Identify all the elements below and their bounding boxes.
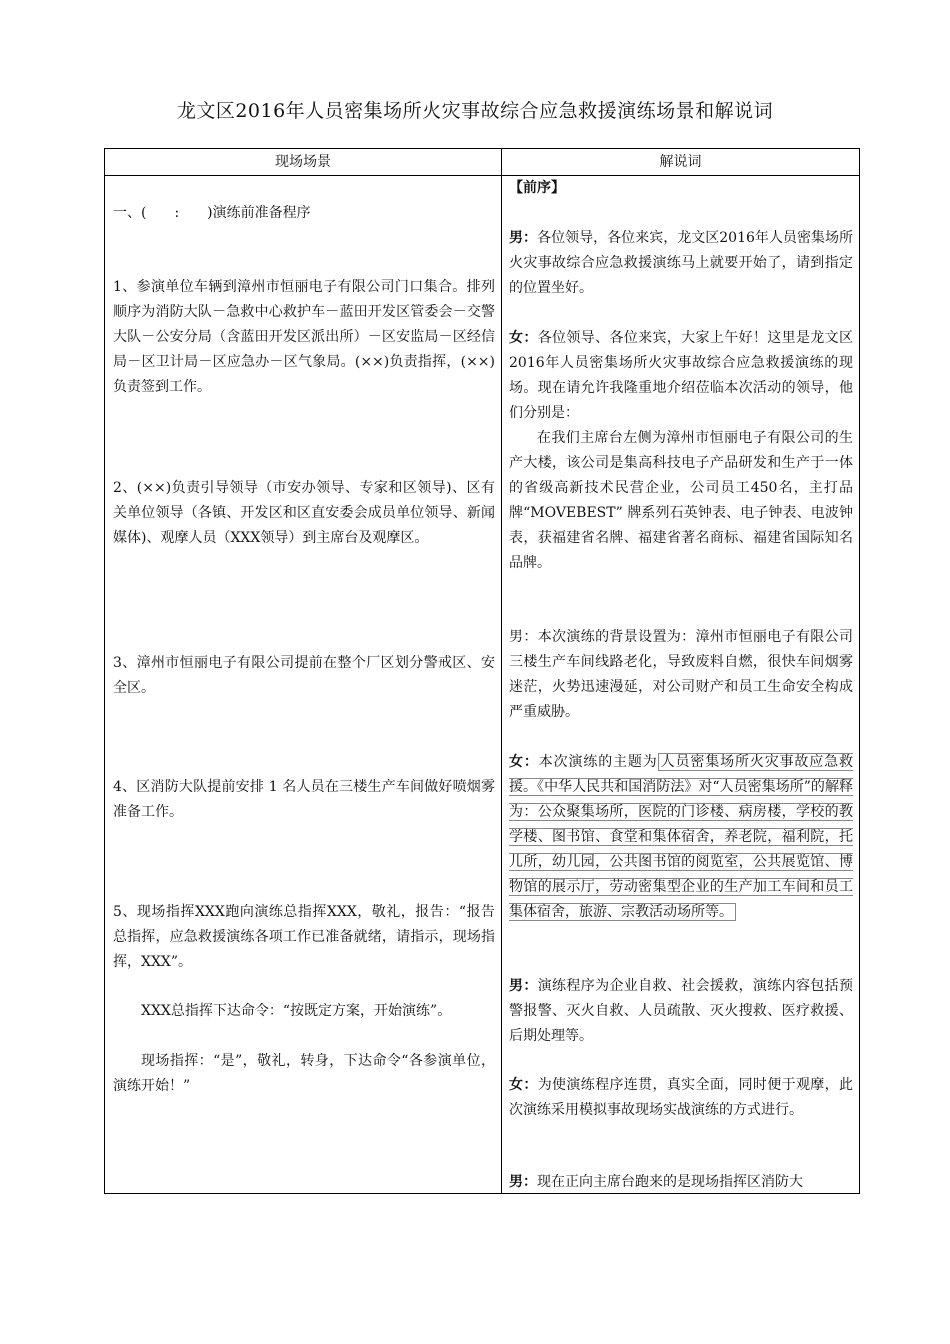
- commentary-4: 男：本次演练的背景设置为：漳州市恒丽电子有限公司三楼生产车间线路老化，导致废料自燃，很快车间烟雾迷茫，火势迅速漫延，对公司财产和员工生命安全构成严重威胁。: [509, 629, 853, 720]
- highlighted-definition: 人员密集场所火灾事故应急救援。《中华人民共和国消防法》对“人员密集场所”的解释为：公众聚集场所，医院的门诊楼、病房楼，学校的教学楼、图书馆、食堂和集体宿舍，养老院，福利院，托儿所，幼儿园，公共图书馆的阅览室，公共展览馆、博物馆的展示厅，劳动密集型企业的生产加工车间和员工集体宿舍，旅游、宗教活动场所等。: [509, 754, 854, 920]
- speaker-female: 女：: [509, 330, 538, 346]
- commentary-2: 女：各位领导、各位来宾，大家上午好！这里是龙文区2016年人员密集场所火灾事故综合应急救援演练的现场。现在请允许我隆重地介绍莅临本次活动的领导，他们分别是：: [509, 330, 854, 421]
- scene-item-6: XXX总指挥下达命令：“按既定方案，开始演练”。: [141, 1003, 452, 1019]
- scene-item-4: 4、区消防大队提前安排 1 名人员在三楼生产车间做好喷烟雾准备工作。: [113, 779, 495, 820]
- scene-item-3: 3、漳州市恒丽电子有限公司提前在整个厂区划分警戒区、安全区。: [113, 655, 495, 696]
- scene-item-2: 2、(××)负责引导领导（市安办领导、专家和区领导)、区有关单位领导（各镇、开发区和区直安委会成员单位领导、新闻媒体)、观摩人员（XXX领导）到主席台及观摩区。: [113, 480, 495, 546]
- section-heading: 一、( : )演练前准备程序: [113, 205, 311, 221]
- speaker-female: 女：: [509, 1077, 538, 1093]
- commentary-3: 在我们主席台左侧为漳州市恒丽电子有限公司的生产大楼，该公司是集高科技电子产品研发和生产于一体的省级高新技术民营企业，公司员工450名，主打品牌“MOVEBEST” 牌系列石英钟表、电子钟表、电波钟表，获福建省名牌、福建省著名商标、福建省国际知名品牌。: [509, 430, 853, 571]
- scene-item-7: 现场指挥：“是”，敬礼，转身，下达命令“各参演单位，演练开始！”: [113, 1053, 495, 1094]
- preface-heading: 【前序】: [509, 180, 565, 196]
- commentary-7: 女：为使演练程序连贯，真实全面，同时便于观摩，此次演练采用模拟事故现场实战演练的方式进行。: [509, 1077, 854, 1118]
- commentary-8: 男：现在正向主席台跑来的是现场指挥区消防大: [509, 1174, 803, 1190]
- commentary-6: 男：演练程序为企业自救、社会援救，演练内容包括预警报警、灭火自救、人员疏散、灭火搜救、医疗救援、后期处理等。: [509, 978, 854, 1044]
- header-scene: 现场场景: [275, 154, 331, 170]
- speaker-male: 男：: [509, 1174, 537, 1190]
- document-title: 龙文区2016年人员密集场所火灾事故综合应急救援演练场景和解说词: [176, 100, 774, 122]
- scene-item-5: 5、现场指挥XXX跑向演练总指挥XXX，敬礼，报告：“报告总指挥，应急救援演练各项工作已准备就绪，请指示，现场指挥，XXX”。: [113, 904, 495, 970]
- header-commentary: 解说词: [659, 154, 702, 170]
- speaker-male: 男：: [509, 230, 538, 246]
- column-divider: [501, 149, 502, 1193]
- scene-item-1: 1、参演单位车辆到漳州市恒丽电子有限公司门口集合。排列顺序为消防大队－急救中心救护车－蓝田开发区管委会－交警大队－公安分局（含蓝田开发区派出所）－区安监局－区经信局－区卫计局－区应急办－区气象局。(××)负责指挥，(××)负责签到工作。: [113, 279, 495, 395]
- speaker-male: 男：: [509, 978, 538, 994]
- scene-commentary-table: [104, 148, 860, 1194]
- commentary-5: 女：本次演练的主题为 人员密集场所火灾事故应急救援。《中华人民共和国消防法》对“人员密集场所”的解释为：公众聚集场所，医院的门诊楼、病房楼，学校的教学楼、图书馆、食堂和集体宿舍，养老院，福利院，托儿所，幼儿园，公共图书馆的阅览室，公共展览馆、博物馆的展示厅，劳动密集型企业的生产加工车间和员工集体宿舍，旅游、宗教活动场所等。: [509, 754, 854, 920]
- speaker-female: 女：: [509, 754, 539, 770]
- commentary-1: 男：各位领导，各位来宾，龙文区2016年人员密集场所火灾事故综合应急救援演练马上就要开始了，请到指定的位置坐好。: [509, 230, 854, 296]
